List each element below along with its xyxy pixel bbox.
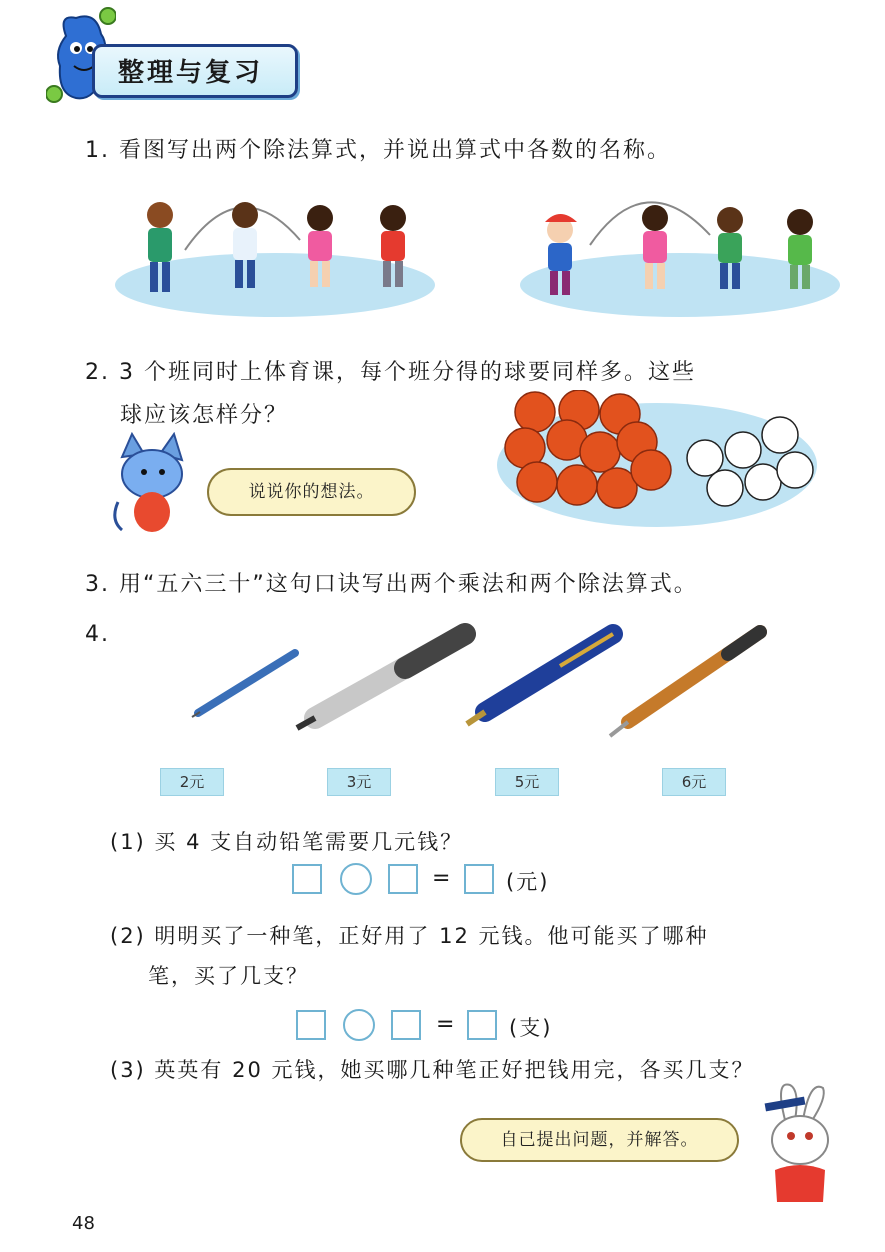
section-title: 整理与复习 [118, 58, 264, 88]
answer-box[interactable] [292, 864, 322, 894]
fountain-pen-image [465, 620, 625, 730]
speech-bubble-ask: 自己提出问题，并解答。 [460, 1118, 739, 1162]
question-4-number: 4. [85, 622, 110, 647]
balls-pile-image [495, 390, 820, 530]
gel-pen-image [295, 620, 480, 735]
sub-question-2-line2: 笔，买了几支？ [148, 964, 309, 988]
price-tag-gel-pen: 3元 [327, 768, 391, 796]
sub-question-2-line1: (2) 明明买了一种笔，正好用了 12 元钱。他可能买了哪种 [110, 924, 709, 948]
jump-rope-scene-left [110, 180, 440, 325]
mechanical-pencil-image [190, 645, 305, 720]
question-2-line1: 2. 3 个班同时上体育课，每个班分得的球要同样多。这些 [85, 360, 696, 385]
answer-box[interactable] [391, 1010, 421, 1040]
question-1: 1. 看图写出两个除法算式，并说出算式中各数的名称。 [85, 138, 671, 163]
answer-box[interactable] [467, 1010, 497, 1040]
answer-box[interactable] [464, 864, 494, 894]
unit-yuan: (元) [506, 870, 550, 894]
question-2-line2: 球应该怎样分？ [120, 403, 289, 428]
page-number: 48 [72, 1213, 95, 1234]
price-tag-pencil: 2元 [160, 768, 224, 796]
brush-pen-image [608, 622, 773, 742]
price-tag-fountain-pen: 5元 [495, 768, 559, 796]
operator-circle[interactable] [343, 1009, 375, 1041]
equals-sign: = [432, 866, 451, 891]
equals-sign: = [436, 1012, 455, 1037]
answer-box[interactable] [388, 864, 418, 894]
answer-box[interactable] [296, 1010, 326, 1040]
cat-mascot-icon [110, 432, 195, 537]
unit-zhi: (支) [509, 1016, 553, 1040]
question-3: 3. 用“五六三十”这句口诀写出两个乘法和两个除法算式。 [85, 572, 698, 597]
speech-bubble-think: 说说你的想法。 [207, 468, 416, 516]
price-tag-brush-pen: 6元 [662, 768, 726, 796]
jump-rope-scene-right [515, 180, 845, 320]
operator-circle[interactable] [340, 863, 372, 895]
sub-question-1: (1) 买 4 支自动铅笔需要几元钱？ [110, 830, 464, 854]
rabbit-mascot-icon [745, 1080, 845, 1210]
sub-question-3: (3) 英英有 20 元钱，她买哪几种笔正好把钱用完，各买几支？ [110, 1058, 755, 1082]
